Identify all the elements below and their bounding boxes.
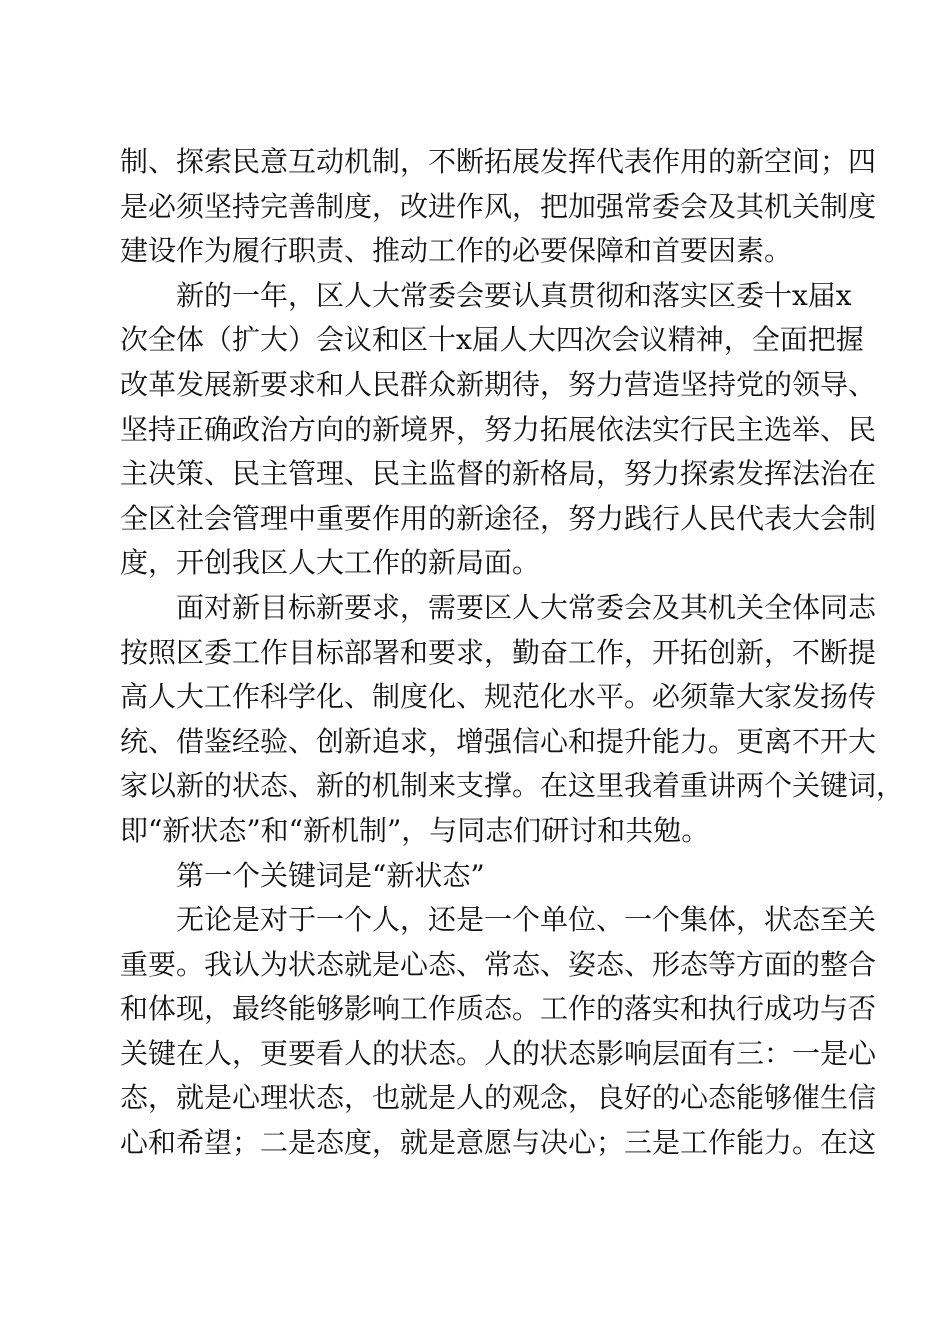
- text-line: 心和希望；二是态度，就是意愿与决心；三是工作能力。在这: [120, 1126, 877, 1160]
- text-line: 按照区委工作目标部署和要求，勤奋工作，开拓创新，不断提: [120, 635, 877, 669]
- text-line: 家以新的状态、新的机制来支撑。在这里我着重讲两个关键词，: [120, 769, 905, 803]
- text-line: 度，开创我区人大工作的新局面。: [120, 546, 541, 580]
- text-line: 坚持正确政治方向的新境界，努力拓展依法实行民主选举、民: [120, 412, 877, 446]
- text-line: 和体现，最终能够影响工作质态。工作的落实和执行成功与否: [120, 992, 877, 1026]
- text-line: 制、探索民意互动机制，不断拓展发挥代表作用的新空间；四: [120, 145, 877, 178]
- text-line: 态，就是心理状态，也就是人的观念，良好的心态能够催生信: [120, 1081, 877, 1115]
- text-line: 是必须坚持完善制度，改进作风，把加强常委会及其机关制度: [120, 189, 877, 223]
- text-line: 建设作为履行职责、推动工作的必要保障和首要因素。: [120, 234, 793, 268]
- text-line: 新的一年，区人大常委会要认真贯彻和落实区委十x届x: [176, 278, 852, 312]
- text-line: 改革发展新要求和人民群众新期待，努力营造坚持党的领导、: [120, 367, 877, 401]
- text-line: 面对新目标新要求，需要区人大常委会及其机关全体同志: [176, 590, 877, 624]
- text-line: 统、借鉴经验、创新追求，增强信心和提升能力。更离不开大: [120, 724, 877, 758]
- text-line: 即“新状态”和“新机制”，与同志们研讨和共勉。: [120, 813, 710, 847]
- text-line: 次全体（扩大）会议和区十x届人大四次会议精神，全面把握: [120, 323, 864, 357]
- text-line: 无论是对于一个人，还是一个单位、一个集体，状态至关: [176, 903, 877, 937]
- document-page: [120, 140, 905, 1166]
- text-line: 第一个关键词是“新状态”: [176, 858, 485, 892]
- text-line: 全区社会管理中重要作用的新途径，努力践行人民代表大会制: [120, 501, 877, 535]
- text-line: 主决策、民主管理、民主监督的新格局，努力探索发挥法治在: [120, 457, 877, 491]
- text-line: 重要。我认为状态就是心态、常态、姿态、形态等方面的整合: [120, 947, 877, 981]
- text-line: 关键在人，更要看人的状态。人的状态影响层面有三：一是心: [120, 1036, 877, 1070]
- text-line: 高人大工作科学化、制度化、规范化水平。必须靠大家发扬传: [120, 680, 877, 714]
